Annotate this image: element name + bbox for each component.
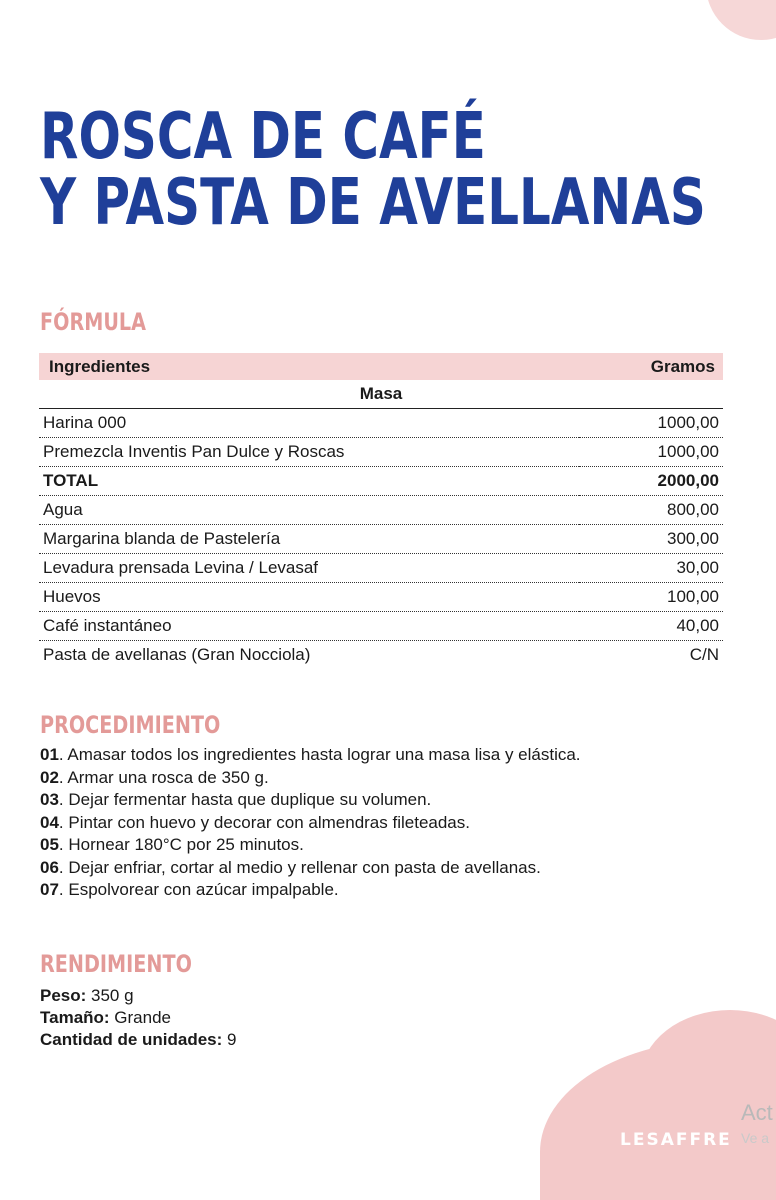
grams-column-header: Gramos	[579, 353, 723, 380]
step-text: . Dejar fermentar hasta que duplique su volumen.	[58, 790, 432, 809]
procedure-step	[40, 812, 581, 835]
procedure-step	[40, 744, 581, 767]
table-row	[39, 496, 723, 525]
brand-logo-text: LESAFFRE	[620, 1130, 732, 1150]
table-row	[39, 554, 723, 583]
ingredient-name: Agua	[39, 496, 579, 525]
ingredient-grams: C/N	[689, 645, 719, 664]
procedure-steps	[40, 744, 581, 902]
procedure-step	[40, 834, 581, 857]
step-text: . Amasar todos los ingredientes hasta lograr una masa lisa y elástica.	[58, 745, 581, 764]
units-value: 9	[222, 1030, 237, 1049]
activation-watermark-sub: Ve a	[741, 1130, 770, 1146]
table-row	[39, 612, 723, 641]
ingredient-grams: 1000,00	[579, 409, 723, 438]
group-label: Masa	[39, 380, 723, 409]
group-row	[39, 380, 723, 409]
weight-label: Peso:	[40, 986, 87, 1005]
recipe-title-line-1: ROSCA DE CAFÉ	[40, 100, 486, 174]
ingredient-grams: 100,00	[579, 583, 723, 612]
size-label: Tamaño:	[40, 1008, 110, 1027]
ingredient-name: Pasta de avellanas (Gran Nocciola)	[43, 645, 311, 664]
step-text: . Dejar enfriar, cortar al medio y rellenar con pasta de avellanas.	[58, 857, 541, 877]
ingredient-grams: 300,00	[579, 525, 723, 554]
step-text: . Armar una rosca de 350 g.	[58, 767, 269, 787]
step-text: . Hornear 180°C por 25 minutos.	[58, 835, 304, 854]
table-row	[39, 438, 723, 467]
procedure-step	[40, 857, 581, 880]
yield-units	[40, 1029, 236, 1051]
step-number: 03	[40, 790, 59, 809]
total-label: TOTAL	[39, 467, 579, 496]
table-row	[39, 525, 723, 554]
procedure-step	[40, 767, 581, 790]
step-number: 01	[40, 745, 59, 764]
ingredient-name: Harina 000	[39, 409, 579, 438]
ingredient-name: Levadura prensada Levina / Levasaf	[39, 554, 579, 583]
activation-watermark: Act	[741, 1100, 773, 1125]
procedure-step	[40, 789, 581, 812]
total-row	[39, 467, 723, 496]
table-row	[39, 409, 723, 438]
table-row	[39, 583, 723, 612]
formula-table	[39, 353, 723, 669]
ingredient-name: Café instantáneo	[39, 612, 579, 641]
table-header-row	[39, 353, 723, 380]
ingredient-name: Margarina blanda de Pastelería	[39, 525, 579, 554]
yield-heading: RENDIMIENTO	[40, 950, 192, 978]
formula-heading: FÓRMULA	[40, 308, 147, 336]
ingredient-grams: 1000,00	[579, 438, 723, 467]
step-number: 04	[40, 812, 59, 832]
decorative-blob-top	[706, 0, 776, 40]
yield-details	[40, 985, 236, 1051]
ingredient-grams: 30,00	[579, 554, 723, 583]
total-grams: 2000,00	[579, 467, 723, 496]
step-number: 02	[40, 767, 59, 787]
table-row	[39, 641, 723, 670]
units-label: Cantidad de unidades:	[40, 1030, 223, 1049]
yield-size	[40, 1007, 236, 1029]
step-text: . Pintar con huevo y decorar con almendras fileteadas.	[58, 812, 470, 832]
step-number: 07	[40, 880, 59, 899]
ingredient-grams: 800,00	[579, 496, 723, 525]
step-text: . Espolvorear con azúcar impalpable.	[58, 880, 339, 899]
ingredient-grams: 40,00	[579, 612, 723, 641]
step-number: 06	[40, 857, 59, 877]
procedure-heading: PROCEDIMIENTO	[40, 711, 221, 739]
weight-value: 350 g	[86, 986, 134, 1005]
procedure-step	[40, 879, 581, 902]
ingredients-column-header: Ingredientes	[39, 353, 579, 380]
ingredient-name: Huevos	[39, 583, 579, 612]
step-number: 05	[40, 835, 59, 854]
recipe-title-line-2: Y PASTA DE AVELLANAS	[40, 166, 706, 240]
ingredient-name: Premezcla Inventis Pan Dulce y Roscas	[39, 438, 579, 467]
yield-weight	[40, 985, 236, 1007]
size-value: Grande	[109, 1008, 172, 1027]
recipe-title	[40, 100, 706, 240]
